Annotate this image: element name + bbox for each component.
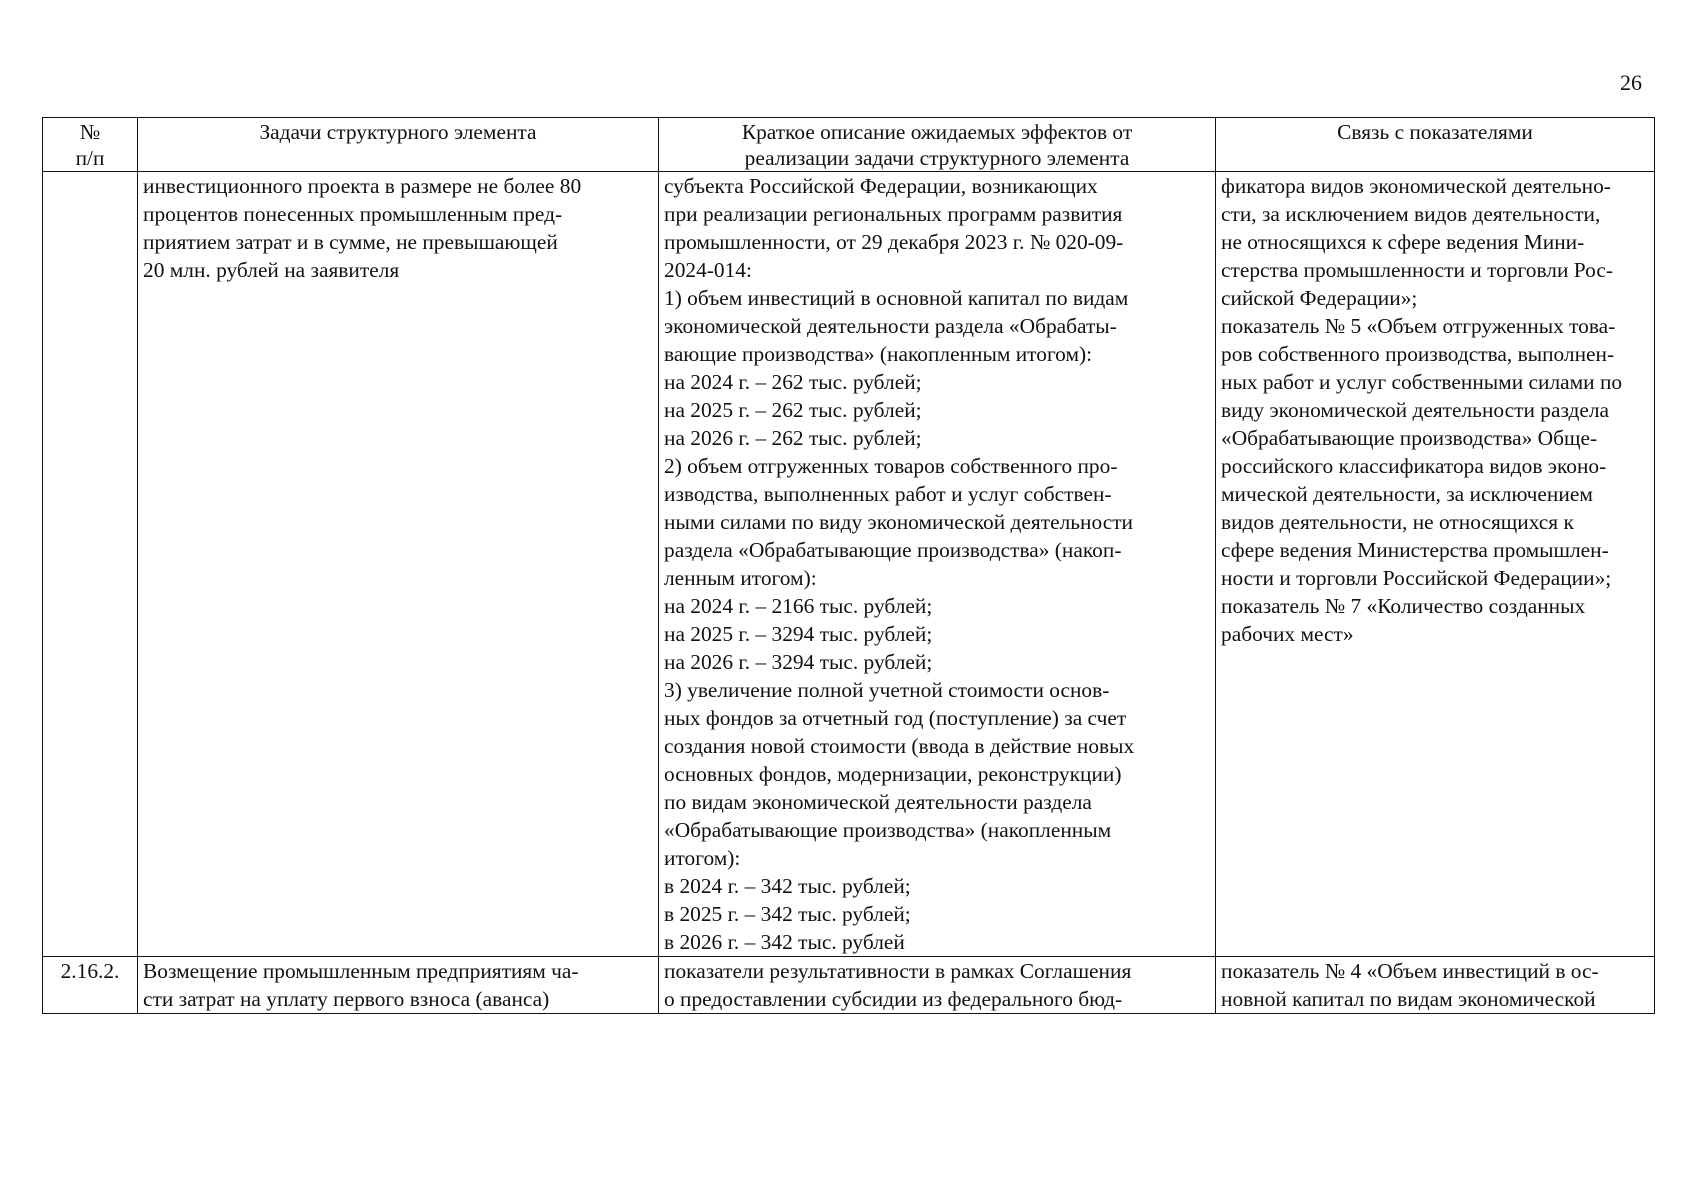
text-line: показатели результативности в рамках Соглашения xyxy=(664,959,1132,983)
text-line: № xyxy=(79,120,101,144)
text-line: по видам экономической деятельности раздела xyxy=(664,790,1092,814)
text-line: сти, за исключением видов деятельности, xyxy=(1221,202,1601,226)
text-line: Связь с показателями xyxy=(1337,120,1533,144)
indicators-table xyxy=(42,117,1655,1014)
header-link xyxy=(1216,118,1655,172)
text-line: экономической деятельности раздела «Обрабаты- xyxy=(664,314,1117,338)
task-cell xyxy=(138,957,659,1014)
text-line: на 2024 г. – 2166 тыс. рублей; xyxy=(664,594,933,618)
text-line: п/п xyxy=(75,146,105,170)
page-number: 26 xyxy=(1620,70,1642,95)
text-line: ными силами по виду экономической деятельности xyxy=(664,510,1133,534)
text-line: изводства, выполненных работ и услуг собствен- xyxy=(664,482,1112,506)
text-line: фикатора видов экономической деятельно- xyxy=(1221,174,1611,198)
text-line: ленным итогом): xyxy=(664,566,817,590)
text-line: 3) увеличение полной учетной стоимости основ- xyxy=(664,678,1110,702)
effects-cell xyxy=(659,957,1216,1014)
text-line: в 2025 г. – 342 тыс. рублей; xyxy=(664,902,911,926)
text-line: видов деятельности, не относящихся к xyxy=(1221,510,1574,534)
text-line: основных фондов, модернизации, реконструкции) xyxy=(664,762,1122,786)
row-number xyxy=(43,172,138,957)
text-line: на 2026 г. – 3294 тыс. рублей; xyxy=(664,650,933,674)
text-line: на 2025 г. – 3294 тыс. рублей; xyxy=(664,622,933,646)
text-line: новной капитал по видам экономической xyxy=(1221,987,1596,1011)
text-line: на 2026 г. – 262 тыс. рублей; xyxy=(664,426,922,450)
text-line: на 2025 г. – 262 тыс. рублей; xyxy=(664,398,922,422)
text-line: показатель № 7 «Количество созданных xyxy=(1221,594,1586,618)
text-line: ных работ и услуг собственными силами по xyxy=(1221,370,1623,394)
text-line: Возмещение промышленным предприятиям ча- xyxy=(143,959,579,983)
text-line: 2024-014: xyxy=(664,258,752,282)
header-tasks xyxy=(138,118,659,172)
indicators-link-cell xyxy=(1216,172,1655,957)
text-line: 1) объем инвестиций в основной капитал по видам xyxy=(664,286,1129,310)
text-line: процентов понесенных промышленным пред- xyxy=(143,202,563,226)
table-header-row xyxy=(43,118,1655,172)
text-line: мической деятельности, за исключением xyxy=(1221,482,1593,506)
text-line: российского классификатора видов эконо- xyxy=(1221,454,1607,478)
text-line: сфере ведения Министерства промышлен- xyxy=(1221,538,1609,562)
text-line: о предоставлении субсидии из федерального бюд- xyxy=(664,987,1123,1011)
text-line: ров собственного производства, выполнен- xyxy=(1221,342,1615,366)
effects-cell xyxy=(659,172,1216,957)
text-line: раздела «Обрабатывающие производства» (накоп- xyxy=(664,538,1122,562)
text-line: в 2024 г. – 342 тыс. рублей; xyxy=(664,874,911,898)
text-line: виду экономической деятельности раздела xyxy=(1221,398,1610,422)
text-line: промышленности, от 29 декабря 2023 г. № 020-09- xyxy=(664,230,1124,254)
text-line: итогом): xyxy=(664,846,741,870)
table-row xyxy=(43,957,1655,1014)
text-line: ных фондов за отчетный год (поступление) за счет xyxy=(664,706,1127,730)
text-line: 20 млн. рублей на заявителя xyxy=(143,258,400,282)
text-line: на 2024 г. – 262 тыс. рублей; xyxy=(664,370,922,394)
text-line: «Обрабатывающие производства» Обще- xyxy=(1221,426,1598,450)
task-cell xyxy=(138,172,659,957)
text-line: сийской Федерации»; xyxy=(1221,286,1418,310)
text-line: стерства промышленности и торговли Рос- xyxy=(1221,258,1613,282)
text-line: «Обрабатывающие производства» (накопленным xyxy=(664,818,1112,842)
text-line: 2) объем отгруженных товаров собственного про- xyxy=(664,454,1118,478)
text-line: при реализации региональных программ развития xyxy=(664,202,1123,226)
header-num xyxy=(43,118,138,172)
text-line: рабочих мест» xyxy=(1221,622,1354,646)
row-number: 2.16.2. xyxy=(43,957,138,1014)
text-line: субъекта Российской Федерации, возникающих xyxy=(664,174,1098,198)
header-effects xyxy=(659,118,1216,172)
text-line: ности и торговли Российской Федерации»; xyxy=(1221,566,1612,590)
text-line: в 2026 г. – 342 тыс. рублей xyxy=(664,930,905,954)
text-line: сти затрат на уплату первого взноса (аванса) xyxy=(143,987,550,1011)
indicators-link-cell xyxy=(1216,957,1655,1014)
text-line: инвестиционного проекта в размере не более 80 xyxy=(143,174,582,198)
text-line: вающие производства» (накопленным итогом): xyxy=(664,342,1093,366)
text-line: приятием затрат и в сумме, не превышающей xyxy=(143,230,558,254)
text-line: показатель № 4 «Объем инвестиций в ос- xyxy=(1221,959,1599,983)
text-line: Краткое описание ожидаемых эффектов от xyxy=(741,120,1133,144)
text-line: показатель № 5 «Объем отгруженных това- xyxy=(1221,314,1616,338)
text-line: реализации задачи структурного элемента xyxy=(744,146,1130,170)
text-line: Задачи структурного элемента xyxy=(259,120,537,144)
table-row xyxy=(43,172,1655,957)
text-line: создания новой стоимости (ввода в действие новых xyxy=(664,734,1135,758)
text-line: не относящихся к сфере ведения Мини- xyxy=(1221,230,1585,254)
